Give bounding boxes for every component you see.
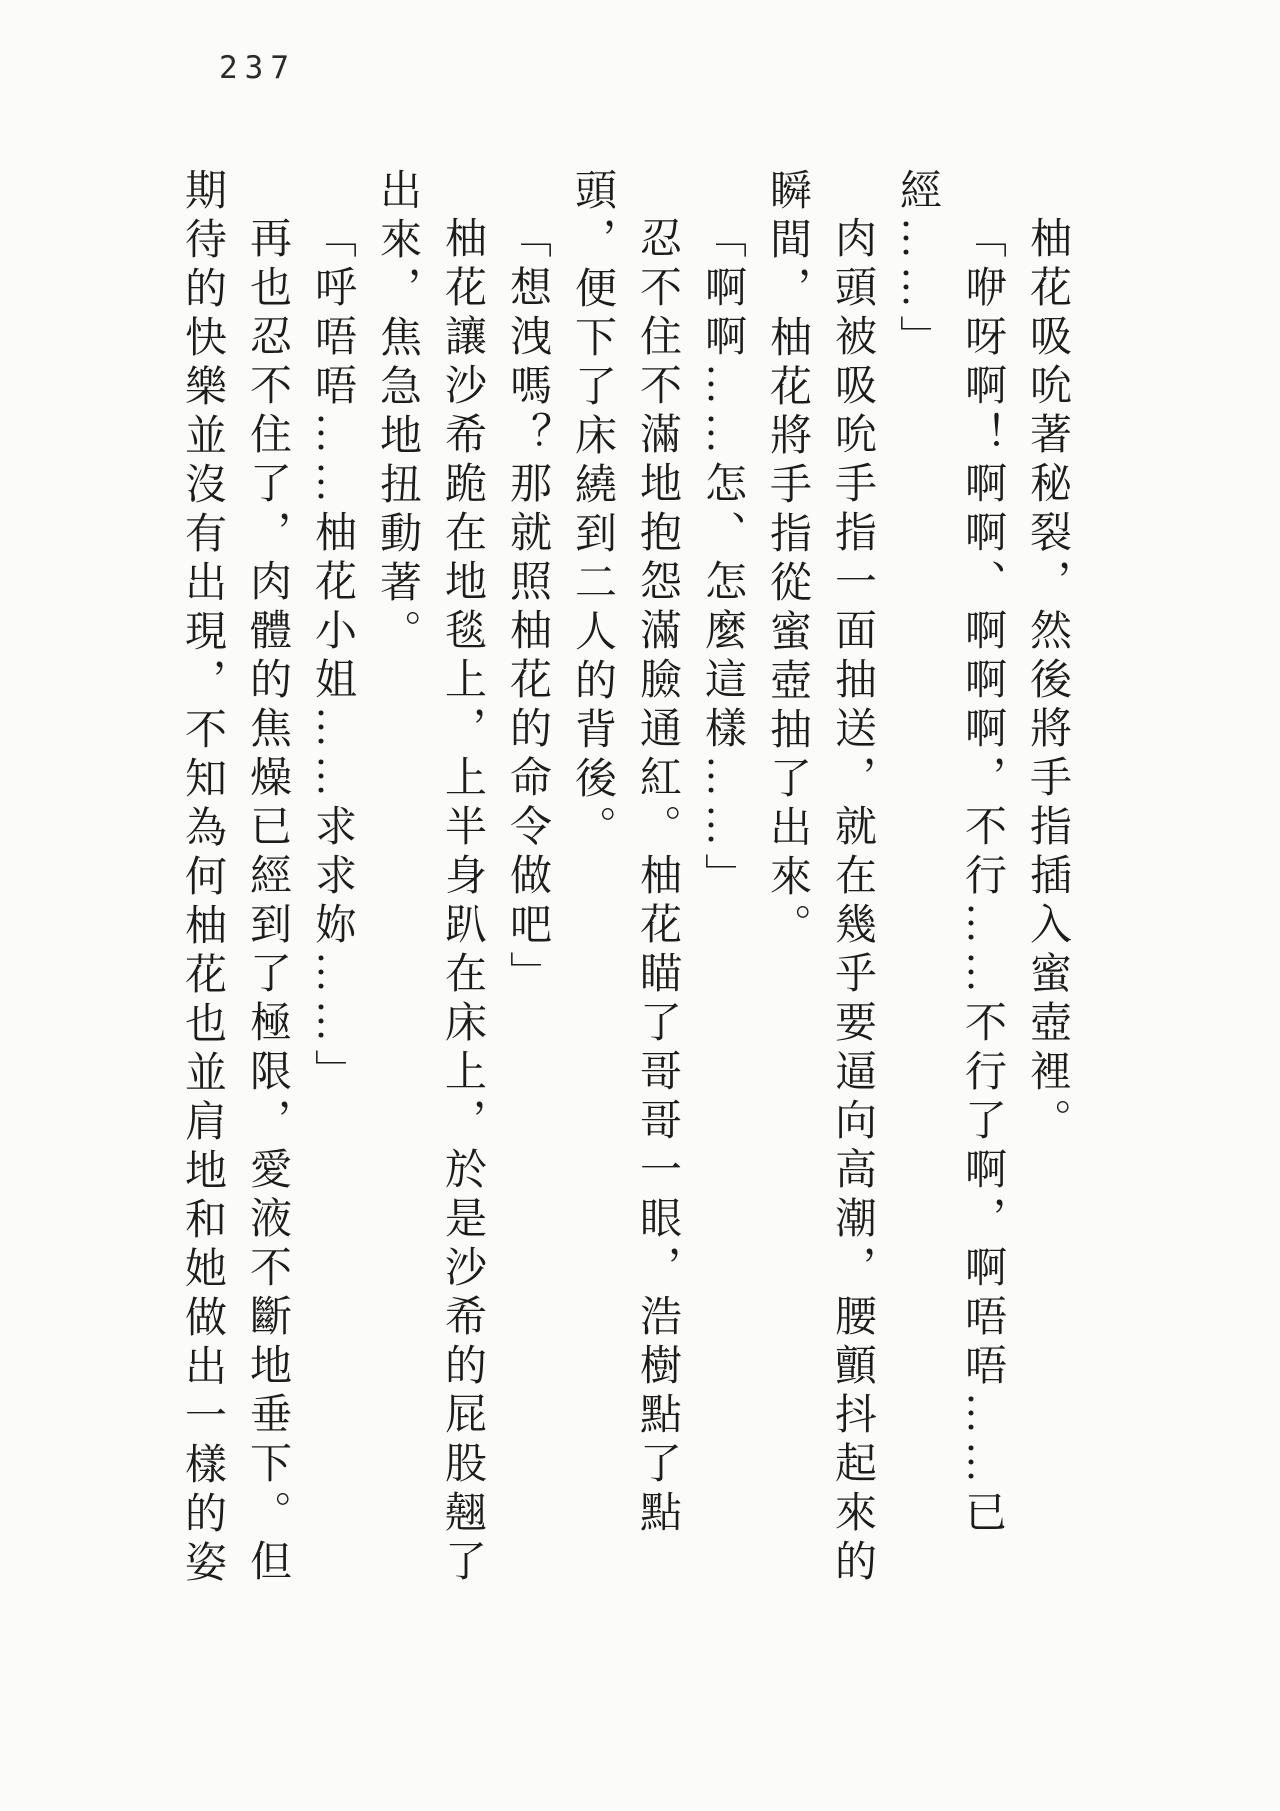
text-column-5: 瞬間，柚花將手指從蜜壺抽了出來。: [764, 168, 810, 952]
page-number: 237: [219, 50, 296, 86]
text-column-2: 「咿呀啊！啊啊、啊啊啊，不行……不行了啊，啊唔唔……已: [959, 216, 1005, 1539]
text-column-8: 頭，便下了床繞到二人的背後。: [569, 168, 615, 854]
text-column-6: 「啊啊……怎、怎麼這樣……」: [699, 216, 745, 902]
text-column-4: 肉頭被吸吮手指一面抽送，就在幾乎要逼向高潮，腰顫抖起來的: [829, 216, 875, 1588]
text-column-11: 出來，焦急地扭動著。: [374, 168, 420, 658]
text-column-14: 期待的快樂並沒有出現，不知為何柚花也並肩地和她做出一樣的姿: [179, 168, 225, 1589]
text-column-12: 「呼唔唔……柚花小姐……求求妳……」: [309, 216, 355, 1098]
text-column-1: 柚花吸吮著秘裂，然後將手指插入蜜壺裡。: [1024, 216, 1070, 1147]
text-column-10: 柚花讓沙希跪在地毯上，上半身趴在床上，於是沙希的屁股翹了: [439, 216, 485, 1588]
text-column-7: 忍不住不滿地抱怨滿臉通紅。柚花瞄了哥哥一眼，浩樹點了點: [634, 216, 680, 1539]
text-column-3: 經……」: [894, 168, 940, 364]
text-column-13: 再也忍不住了，肉體的焦燥已經到了極限，愛液不斷地垂下。但: [244, 216, 290, 1588]
text-column-9: 「想洩嗎？那就照柚花的命令做吧」: [504, 216, 550, 1000]
